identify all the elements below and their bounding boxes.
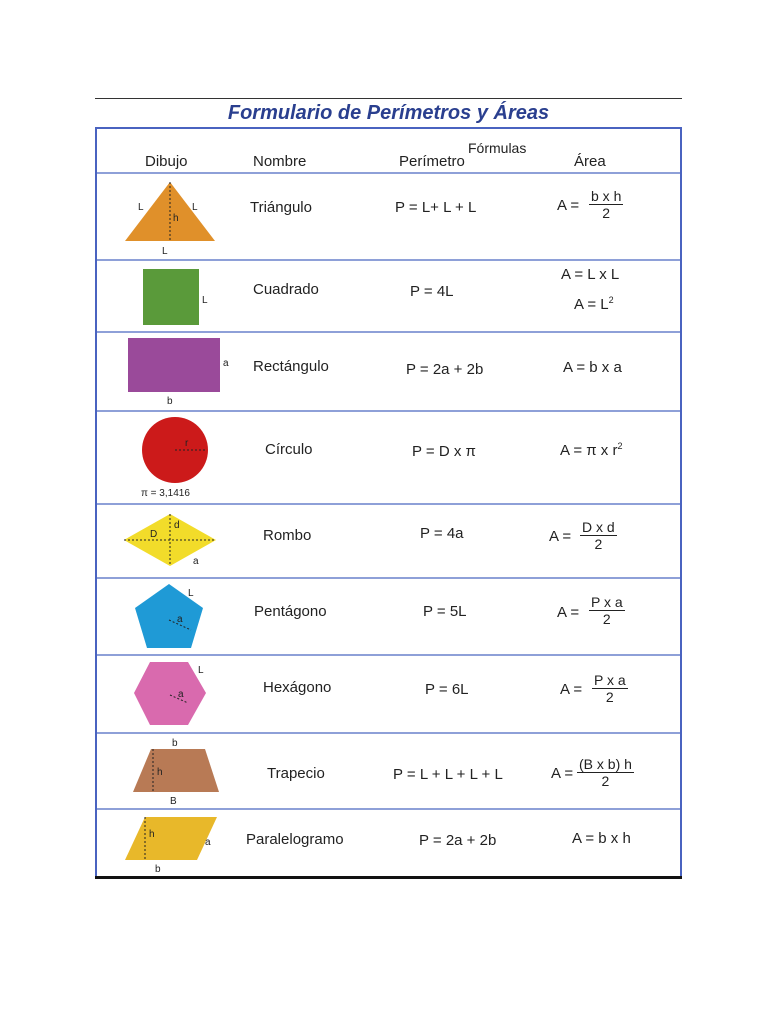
trapezoid-label-b: b [172,738,178,749]
row-divider [97,331,680,333]
hexagon-name: Hexágono [263,679,332,696]
hexagon-label-l: L [198,665,204,676]
hexagon-label-a: a [178,689,184,700]
parallelogram-shape [125,817,217,860]
header-area: Área [574,153,606,170]
trapezoid-label-h: h [157,767,163,778]
row-divider [97,172,680,174]
hexagon-area-denominator: 2 [605,689,614,705]
row-divider [97,503,680,505]
pentagon-label-a: a [177,614,183,625]
parallelogram-perimeter: P = 2a + 2b [419,832,497,849]
square-area-formula-1: A = L x L [561,266,620,283]
circle-label-r: r [185,438,189,449]
hexagon-figure [132,659,214,729]
triangle-name: Triángulo [250,199,312,216]
rectangle-label-b: b [167,396,173,407]
rhombus-label-D: D [150,529,158,540]
triangle-label-l1: L [138,202,144,213]
rectangle-name: Rectángulo [253,358,329,375]
triangle-label-h: h [173,213,179,224]
rhombus-area-fraction [580,519,617,552]
header-formulas: Fórmulas [468,140,527,156]
circle-name: Círculo [265,441,313,458]
header-nombre: Nombre [253,153,307,170]
square-label-l: L [202,295,208,306]
row-divider [97,654,680,656]
pentagon-perimeter: P = 5L [423,603,467,620]
pentagon-figure [133,582,213,652]
trapezoid-area-denominator: 2 [601,773,610,789]
rhombus-perimeter: P = 4a [420,525,464,542]
circle-perimeter: P = D x π [412,443,476,460]
square-figure [140,266,210,328]
trapezoid-perimeter: P = L + L + L + L [393,766,503,783]
triangle-area-denominator: 2 [602,205,611,221]
parallelogram-figure [123,812,223,878]
trapezoid-area-numerator: (B x b) h [579,756,632,772]
triangle-area-numerator: b x h [591,188,622,204]
pentagon-area-fraction [589,594,625,627]
rhombus-label-d: d [174,520,180,531]
square-shape [143,269,199,325]
square-area-formula-2 [574,295,614,313]
formula-sheet [95,98,682,880]
rectangle-label-a: a [223,358,229,369]
pentagon-area-numerator: P x a [591,594,623,610]
triangle-label-base: L [162,246,168,257]
header-dibujo: Dibujo [145,153,188,170]
pentagon-area-lead: A = [557,604,580,621]
triangle-area-lead: A = [557,197,580,214]
header-perimetro: Perímetro [399,153,465,170]
square-perimeter: P = 4L [410,283,454,300]
hexagon-shape [134,662,206,725]
pentagon-label-l: L [188,588,194,599]
top-rule [95,98,682,99]
rhombus-area-lead: A = [549,528,572,545]
parallelogram-name: Paralelogramo [246,831,344,848]
square-name: Cuadrado [253,281,319,298]
circle-area-exponent: 2 [617,441,623,451]
rhombus-area-numerator: D x d [582,519,615,535]
rectangle-figure [125,336,235,408]
hexagon-area-numerator: P x a [594,672,626,688]
rhombus-figure [120,510,220,574]
triangle-perimeter: P = L+ L + L [395,199,477,216]
parallelogram-label-b: b [155,864,161,875]
trapezoid-figure [129,735,229,807]
hexagon-area-lead: A = [560,681,583,698]
trapezoid-area-lead: A = [551,765,574,782]
row-divider [97,259,680,261]
parallelogram-label-h: h [149,829,155,840]
page-title: Formulario de Perímetros y Áreas [227,102,550,124]
trapezoid-label-B: B [170,796,177,807]
hexagon-perimeter: P = 6L [425,681,469,698]
triangle-label-l2: L [192,202,198,213]
rhombus-name: Rombo [263,527,312,544]
trapezoid-name: Trapecio [267,765,325,782]
parallelogram-label-a: a [205,837,211,848]
rectangle-perimeter: P = 2a + 2b [406,361,484,378]
circle-area-base: A = π x r [560,442,618,459]
square-area-base: A = L [574,296,609,313]
rectangle-area: A = b x a [563,359,622,376]
rhombus-label-a: a [193,556,199,567]
pentagon-area-denominator: 2 [602,611,611,627]
circle-area [560,441,622,459]
row-divider [97,732,680,734]
triangle-area-fraction [589,188,623,221]
row-divider [97,808,680,810]
row-divider [97,410,680,412]
hexagon-area-fraction [592,672,628,705]
trapezoid-shape [133,749,219,792]
bottom-rule [95,876,682,879]
parallelogram-area: A = b x h [572,830,631,847]
square-area-exponent: 2 [608,295,614,305]
rhombus-area-denominator: 2 [594,536,603,552]
circle-label-pi: π = 3,1416 [141,488,190,499]
trapezoid-area-fraction [577,756,634,789]
triangle-figure [120,178,220,258]
row-divider [97,577,680,579]
circle-figure [135,414,235,502]
pentagon-name: Pentágono [254,603,327,620]
rectangle-shape [128,338,220,392]
